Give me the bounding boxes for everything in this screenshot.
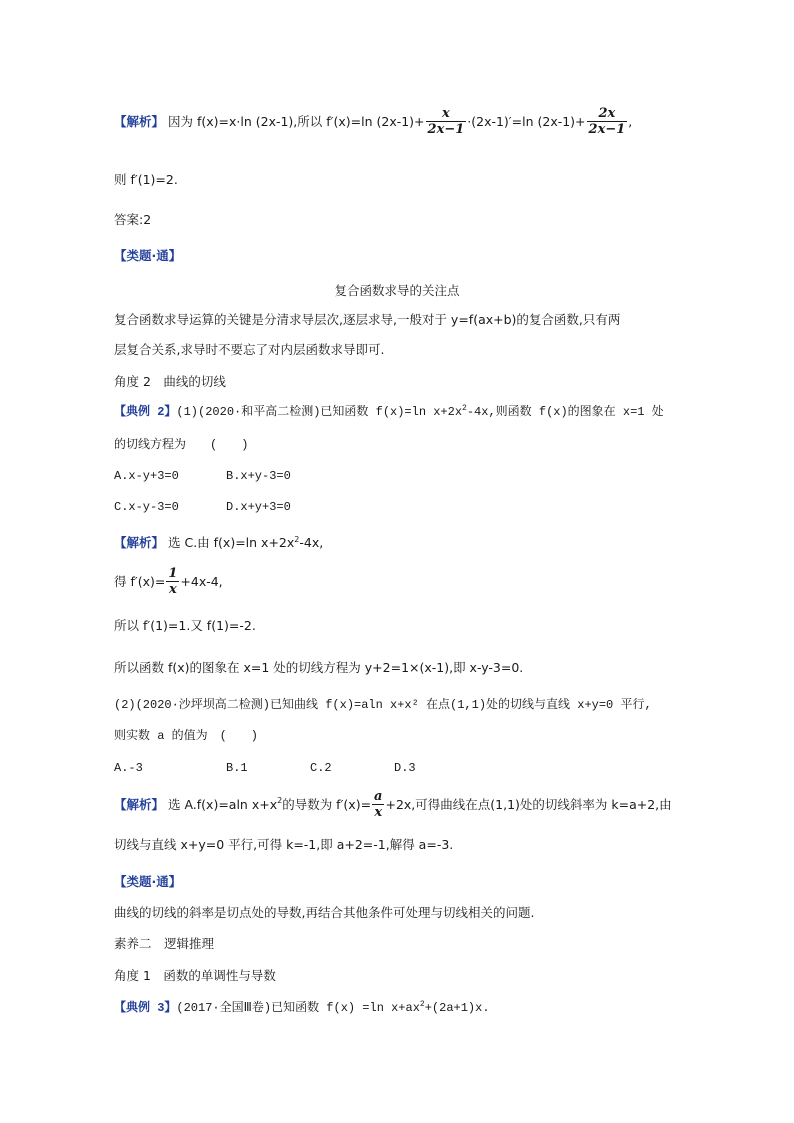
example-tag: 【典例 2】 bbox=[114, 405, 177, 419]
fraction bbox=[587, 106, 628, 137]
option-a: A.-3 bbox=[114, 761, 143, 775]
fraction bbox=[166, 566, 179, 597]
text: (2017·全国Ⅲ卷)已知函数 f(x) =ln x+ax bbox=[176, 1001, 420, 1015]
text-line: 层复合关系,求导时不要忘了对内层函数求导即可. bbox=[114, 342, 385, 357]
option-c: C.2 bbox=[310, 761, 332, 775]
denominator: 2x−1 bbox=[588, 122, 626, 137]
derivative-line bbox=[114, 566, 223, 597]
text: 得 f′(x)= bbox=[114, 573, 166, 589]
section-tag: 【类题·通】 bbox=[114, 248, 182, 263]
numerator: x bbox=[442, 106, 450, 121]
numerator: a bbox=[374, 789, 383, 804]
text-line: 则实数 a 的值为 ( ) bbox=[114, 729, 259, 743]
text: -4x, bbox=[299, 535, 324, 550]
example-tag: 【典例 3】 bbox=[114, 1001, 177, 1015]
solution-tag: 【解析】 bbox=[114, 113, 165, 129]
fraction bbox=[372, 789, 384, 820]
text-line: 复合函数求导运算的关键是分清求导层次,逐层求导,一般对于 y=f(ax+b)的复合函数,只有两 bbox=[114, 312, 621, 327]
text-line: 则 f′(1)=2. bbox=[114, 172, 178, 187]
denominator: x bbox=[374, 805, 383, 820]
superscript: 2 bbox=[419, 1000, 425, 1009]
subheading: 素养二 逻辑推理 bbox=[114, 936, 215, 951]
solution-line bbox=[114, 534, 323, 552]
numerator: 2x bbox=[598, 106, 616, 121]
section-title: 复合函数求导的关注点 bbox=[334, 283, 460, 298]
text: 因为 f(x)=x·ln (2x-1),所以 f′(x)=ln (2x-1)+ bbox=[168, 113, 425, 129]
option-c: C.x-y-3=0 bbox=[114, 500, 179, 514]
superscript: 2 bbox=[462, 404, 467, 413]
superscript: 2 bbox=[277, 796, 283, 805]
option-row bbox=[114, 759, 416, 777]
fraction bbox=[426, 106, 467, 137]
text: 选 C.由 f(x)=ln x+2x bbox=[168, 535, 295, 550]
text-line: 所以函数 f(x)的图象在 x=1 处的切线方程为 y+2=1×(x-1),即 x-y-3=0. bbox=[114, 660, 524, 675]
solution-line bbox=[114, 789, 672, 820]
answer-line: 答案:2 bbox=[114, 212, 152, 227]
text: 的导数为 f′(x)= bbox=[282, 796, 372, 812]
example-2-line bbox=[114, 403, 664, 421]
text: 选 A.f(x)=aln x+x bbox=[168, 796, 278, 812]
option-row bbox=[114, 467, 291, 485]
question-line: (2)(2020·沙坪坝高二检测)已知曲线 f(x)=aln x+x² 在点(1,1)处的切线与直线 x+y=0 平行, bbox=[114, 698, 652, 712]
superscript: 2 bbox=[294, 535, 300, 544]
option-a: A.x-y+3=0 bbox=[114, 469, 179, 483]
text: , bbox=[628, 113, 633, 129]
example-3-line bbox=[114, 999, 490, 1017]
text: (1)(2020·和平高二检测)已知函数 f(x)=ln x+2x bbox=[176, 405, 463, 419]
option-d: D.3 bbox=[394, 761, 416, 775]
option-d: D.x+y+3=0 bbox=[226, 500, 291, 514]
text-line: 切线与直线 x+y=0 平行,可得 k=-1,即 a+2=-1,解得 a=-3. bbox=[114, 837, 454, 852]
solution-line-1 bbox=[114, 106, 632, 137]
text: ·(2x-1)′=ln (2x-1)+ bbox=[467, 113, 586, 129]
solution-tag: 【解析】 bbox=[114, 796, 165, 812]
solution-tag: 【解析】 bbox=[114, 535, 165, 550]
option-row bbox=[114, 498, 291, 516]
text: +(2a+1)x. bbox=[424, 1001, 490, 1015]
text-line: 所以 f′(1)=1.又 f(1)=-2. bbox=[114, 618, 256, 633]
denominator: 2x−1 bbox=[427, 122, 465, 137]
subheading: 角度 1 函数的单调性与导数 bbox=[114, 968, 276, 983]
numerator: 1 bbox=[168, 566, 178, 581]
denominator: x bbox=[168, 582, 177, 597]
section-tag: 【类题·通】 bbox=[114, 874, 182, 889]
option-b: B.x+y-3=0 bbox=[226, 469, 291, 483]
text-line: 的切线方程为 ( ) bbox=[114, 438, 249, 452]
subheading: 角度 2 曲线的切线 bbox=[114, 374, 226, 389]
text: +2x,可得曲线在点(1,1)处的切线斜率为 k=a+2,由 bbox=[385, 796, 672, 812]
text: -4x,则函数 f(x)的图象在 x=1 处 bbox=[466, 405, 664, 419]
text-line: 曲线的切线的斜率是切点处的导数,再结合其他条件可处理与切线相关的问题. bbox=[114, 905, 535, 920]
text: +4x-4, bbox=[180, 573, 223, 589]
option-b: B.1 bbox=[226, 761, 248, 775]
